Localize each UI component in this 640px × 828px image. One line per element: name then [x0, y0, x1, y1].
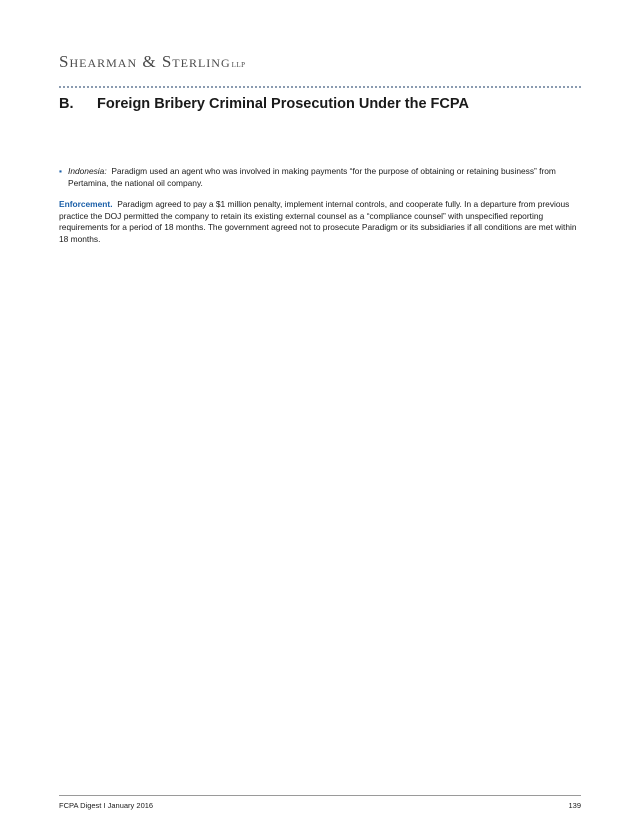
firm-logo-name: Shearman & Sterling: [59, 52, 231, 71]
enforcement-paragraph: [59, 199, 579, 245]
firm-logo-suffix: LLP: [231, 61, 246, 69]
bullet-lead: Indonesia:: [68, 166, 107, 176]
bullet-body: [68, 166, 579, 189]
firm-logo: [59, 52, 246, 72]
bullet-text: Paradigm used an agent who was involved in making payments “for the purpose of obtaining or retaining business” from Pertamina, the national oil company.: [68, 166, 556, 188]
footer-publication: FCPA Digest I January 2016: [59, 801, 154, 810]
enforcement-lead: Enforcement.: [59, 199, 113, 209]
section-heading: [59, 96, 579, 112]
section-number: B.: [59, 96, 74, 112]
bullet-item: [59, 166, 579, 189]
enforcement-text: Paradigm agreed to pay a $1 million penalty, implement internal controls, and cooperate fully. In a departure from previous practice the DOJ permitted the company to retain its existing external counsel as a “compliance counsel” with unspecified reporting requirements for a period of 18 months. The government agreed not to prosecute Paradigm or its subsidiaries if all conditions are met within 18 months.: [59, 199, 577, 244]
page-number: 139: [568, 801, 581, 810]
section-title: Foreign Bribery Criminal Prosecution Under the FCPA: [97, 96, 469, 112]
bullet-marker-icon: ▪: [59, 166, 62, 176]
footer-divider: [59, 795, 581, 796]
header-divider: [59, 86, 581, 88]
